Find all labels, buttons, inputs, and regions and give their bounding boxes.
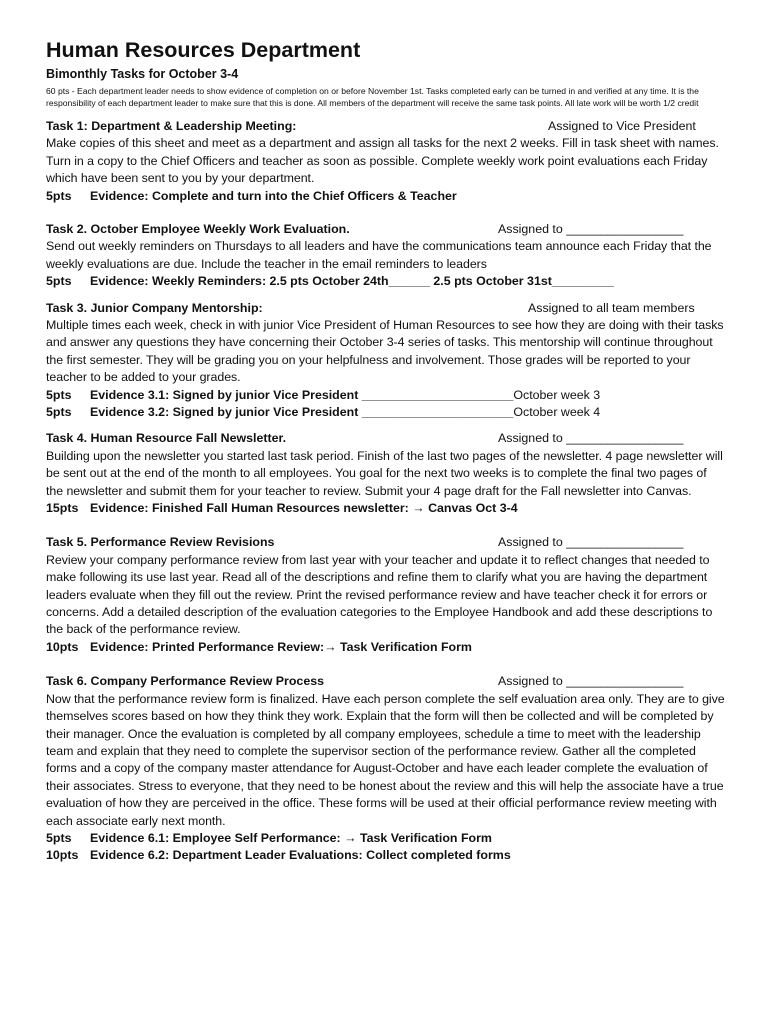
points-value: 10pts xyxy=(46,639,79,654)
task-description: Send out weekly reminders on Thursdays to all leaders and have the communications team announce each Friday that the weekly evaluations are due. Include the teacher in the email reminders to leaders xyxy=(46,239,712,271)
task-header xyxy=(46,300,724,317)
evidence-text: Evidence 3.1: Signed by junior Vice President ______________________ xyxy=(90,387,514,402)
evidence-text: Evidence: Complete and turn into the Chief Officers & Teacher xyxy=(90,188,457,203)
task-description: Building upon the newsletter you started last task period. Finish of the last two pages of the newsletter. 4 page newsletter will be sent out at the end of the month to all employees. You goal for the next two weeks is to complete the final two pages of the newsletter and submit them for your teacher to review. Submit your 4 page draft for the Fall newsletter into Canvas. xyxy=(46,448,723,498)
evidence-line xyxy=(46,847,724,864)
task-header xyxy=(46,221,724,238)
evidence-text: Evidence 3.2: Signed by junior Vice President ______________________ xyxy=(90,405,514,420)
intro-paragraph: 60 pts - Each department leader needs to show evidence of completion on or before November 1st. Tasks completed early can be turned in and verified at any time. It is the responsibility of each department leader to make sure that this is done. All members of the department will receive the same task points. All late work will be worth 1/2 credit xyxy=(46,86,699,108)
evidence-text: Evidence: Weekly Reminders: 2.5 pts October 24th______ 2.5 pts October 31st_________ xyxy=(90,274,614,289)
task-assignee: Assigned to _________________ xyxy=(498,222,684,237)
task-title: Task 4. Human Resource Fall Newsletter. xyxy=(46,431,287,446)
evidence-line xyxy=(46,500,724,517)
points-value: 5pts xyxy=(46,188,72,203)
task-6 xyxy=(46,673,724,864)
page-subtitle: Bimonthly Tasks for October 3-4 xyxy=(46,67,239,81)
evidence-line xyxy=(46,188,724,205)
evidence-line xyxy=(46,387,724,404)
evidence-suffix: October week 3 xyxy=(513,387,601,402)
task-title: Task 5. Performance Review Revisions xyxy=(46,535,275,550)
task-4 xyxy=(46,430,724,517)
task-title: Task 3. Junior Company Mentorship: xyxy=(46,300,263,315)
evidence-text: Evidence 6.1: Employee Self Performance: → Task Verification Form xyxy=(90,830,492,845)
task-header xyxy=(46,673,724,690)
evidence-suffix: October week 4 xyxy=(513,405,601,420)
task-title: Task 1: Department & Leadership Meeting: xyxy=(46,119,297,133)
task-assignee: Assigned to _________________ xyxy=(498,674,684,689)
task-2 xyxy=(46,221,724,291)
points-value: 10pts xyxy=(46,848,79,863)
page-title: Human Resources Department xyxy=(46,38,361,62)
task-assignee: Assigned to _________________ xyxy=(498,431,684,446)
points-value: 5pts xyxy=(46,274,72,289)
task-header xyxy=(46,534,724,551)
task-header xyxy=(46,118,724,135)
task-assignee: Assigned to Vice President xyxy=(548,119,696,133)
evidence-text: Evidence 6.2: Department Leader Evaluations: Collect completed forms xyxy=(90,848,511,863)
task-5 xyxy=(46,534,724,656)
points-value: 5pts xyxy=(46,387,72,402)
evidence-line xyxy=(46,639,724,656)
task-description: Make copies of this sheet and meet as a department and assign all tasks for the next 2 weeks. Fill in task sheet with names. Turn in a copy to the Chief Officers and teacher as soon as possible. Complete weekly work point evaluations each Friday which have been sent to you by your department. xyxy=(46,136,719,186)
task-1 xyxy=(46,118,724,205)
points-value: 5pts xyxy=(46,405,72,420)
task-assignee: Assigned to _________________ xyxy=(498,535,684,550)
task-description: Review your company performance review from last year with your teacher and update it to reflect changes that needed to make following its use last year. Read all of the descriptions and refine them to clarify what you are having the department leaders evaluate when they fill out the review. Print the revised performance review and have teacher check it for errors or concerns. Add a detailed description of the evaluation categories to the Employee Handbook and add these descriptions to the back of the performance review. xyxy=(46,552,713,637)
task-description: Now that the performance review form is finalized. Have each person complete the self evaluation area only. They are to give themselves scores based on how they think they work. Explain that the form will then be collected and will be completed by their manager. Once the evaluation is completed by all company employees, schedule a time to meet with the leadership team and explain that they need to complete the supervisor section of the performance review. Gather all the completed forms and a copy of the company master attendance for August-October and have each leader complete the evaluation of their associates. Stress to everyone, that they need to be honest about the review and this will help the associate have a true evaluation of how they are perceived in the office. These forms will be used at their official performance review meeting with each associate early next month. xyxy=(46,691,725,828)
task-title: Task 2. October Employee Weekly Work Evaluation. xyxy=(46,222,350,237)
points-value: 15pts xyxy=(46,501,79,516)
evidence-text: Evidence: Finished Fall Human Resources newsletter: → Canvas Oct 3-4 xyxy=(90,501,518,516)
task-3 xyxy=(46,300,724,422)
points-value: 5pts xyxy=(46,830,72,845)
evidence-text: Evidence: Printed Performance Review:→ Task Verification Form xyxy=(90,639,472,654)
task-title: Task 6. Company Performance Review Process xyxy=(46,674,324,689)
task-header xyxy=(46,430,724,447)
evidence-line xyxy=(46,830,724,847)
task-description: Multiple times each week, check in with junior Vice President of Human Resources to see how they are doing with their tasks and answer any questions they have concerning their October 3-4 series of tasks. This mentorship will continue throughout the first semester. They will be grading you on your helpfulness and involvement. Those grades will be reported to your teacher to be added to your grades. xyxy=(46,318,724,385)
task-assignee: Assigned to all team members xyxy=(528,300,695,315)
evidence-line xyxy=(46,404,724,421)
evidence-line xyxy=(46,273,724,290)
